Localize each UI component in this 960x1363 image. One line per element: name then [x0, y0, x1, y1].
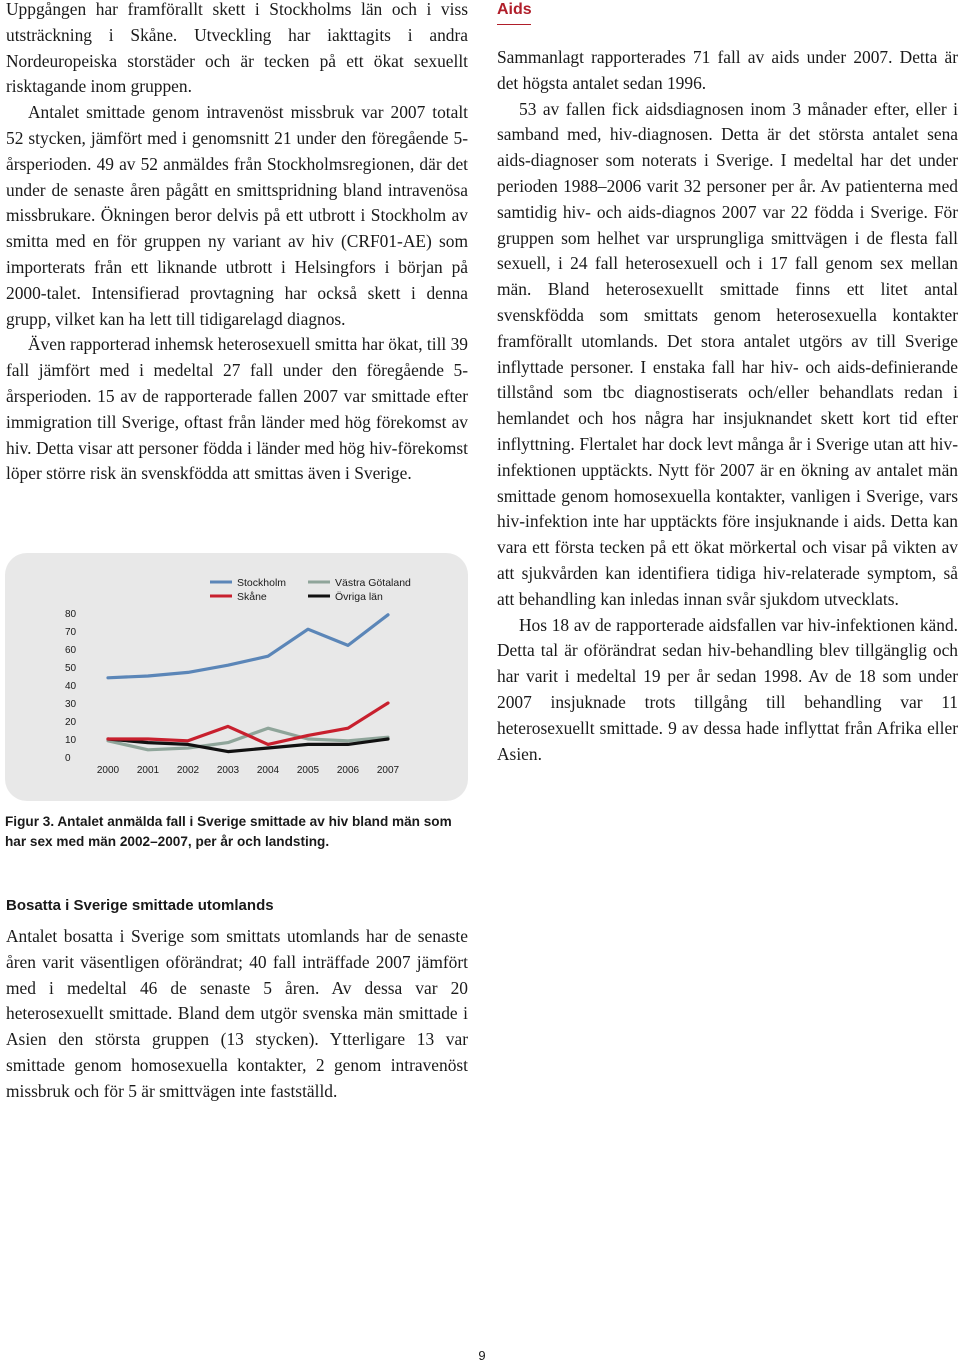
paragraph-aids-diagnosis: 53 av fallen fick aidsdiagnosen inom 3 månader efter, eller i samband med, hiv-diagnosen. Detta är det största antalet sena aids-diagnoser som noterats i Sverige. I medeltal har det under perioden 1988–2006 varit 32 personer per år. Av patienterna med samtidig hiv- och aids-diagnos 2007 var 22 födda i Sverige. För gruppen som helhet var ursprungliga smittvägen i de flesta fall sexuell, i 24 fall heterosexuell och i 17 fall genom sex mellan män. Bland heterosexuellt smittade finns ett litet antal svenskfödda som smittats genom heterosexuella kontakter framförallt utomlands. Det stora antalet utgörs av till Sverige inflyttade personer. I enstaka fall har hiv- och aids-definierande tillstånd som tbc diagnostiserats och/eller behandlats redan i hemlandet och hos några har insjuknandet skett kort tid efter inflyttning. Flertalet har dock levt många år i Sverige utan att hiv-infektionen upptäckts. Nytt för 2007 är en ökning av antalet män smittade genom homosexuella kontakter, vanligen i Sverige, vars hiv-infektion inte har upptäckts före insjuknande i aids. Detta kan vara ett första tecken på ett ökat mörkertal och visar på vikten av att sjukvården kan identifiera tidiga hiv-relaterade symptom, så att behandling kan inledas innan svår sjukdom utvecklats. [497, 98, 958, 609]
y-tick-label: 80 [65, 609, 77, 620]
x-tick-label: 2004 [256, 765, 280, 776]
y-tick-label: 10 [65, 735, 77, 746]
legend-label: Västra Götaland [335, 577, 411, 589]
series-line-stockholm [108, 615, 388, 678]
section-heading-aids: Aids [497, 1, 532, 18]
y-tick-label: 50 [65, 663, 77, 674]
y-tick-label: 60 [65, 645, 77, 656]
paragraph-aids-known-infection: Hos 18 av de rapporterade aidsfallen var hiv-infektionen känd. Detta tal är oförändrat sedan hiv-behandling blev tillgänglig och har varit i medeltal 19 per år sedan 1998. Av de 18 som under 2007 insjuknade trots tillgång till behandling var 11 heterosexuellt smittade. 9 av dessa hade inflyttat från Afrika eller Asien. [497, 614, 958, 764]
paragraph-heterosexuell-smitta: Även rapporterad inhemsk heterosexuell smitta har ökat, till 39 fall jämfört med i medeltal 27 fall under den föregående 5-årsperioden. 15 av de rapporterade fallen 2007 var smittade efter immigration till Sverige, oftast från länder med hög förekomst av hiv. Detta visar att personer födda i länder med hög hiv-förekomst löper större risk än svenskfödda att smittas även i Sverige. [6, 334, 468, 484]
page-number: 9 [478, 1348, 486, 1363]
y-tick-label: 0 [65, 753, 71, 764]
paragraph-intravenost-missbruk: Antalet smittade genom intravenöst missbruk var 2007 totalt 52 stycken, jämfört med i genomsnitt 21 under den föregående 5-årsperioden. 49 av 52 anmäldes från Stockholmsregionen, där det under de senaste åren pågått en smittspridning bland intravenösa missbrukare. Ökningen beror delvis på ett utbrott i Stockholm av smitta med en för gruppen ny variant av hiv (CRF01-AE) som importerats från ett liknande utbrott i Helsingfors i början på 2000-talet. Intensifierad provtagning har också skett i denna grupp, vilket kan ha lett till tidigarelagd diagnos. [6, 102, 468, 329]
right-text-column [497, 0, 958, 767]
left-text-column [6, 0, 468, 487]
paragraph-uppgangen: Uppgången har framförallt skett i Stockholms län och i viss utsträckning i Skåne. Utveckling har iakttagits i andra Nordeuropeiska storstäder och är tecken på ett ökat sexuellt risktagande inom gruppen. [6, 0, 468, 97]
paragraph-aids-total: Sammanlagt rapporterades 71 fall av aids under 2007. Detta är det högsta antalet sedan 1996. [497, 47, 958, 93]
x-tick-label: 2007 [376, 765, 400, 776]
y-axis [65, 609, 77, 764]
y-tick-label: 40 [65, 681, 77, 692]
x-tick-label: 2005 [296, 765, 320, 776]
line-chart [5, 553, 468, 801]
x-tick-label: 2001 [136, 765, 160, 776]
chart-series [108, 615, 388, 752]
heading-underline [497, 24, 531, 25]
x-tick-label: 2006 [336, 765, 360, 776]
chart-legend [210, 577, 411, 603]
x-tick-label: 2002 [176, 765, 200, 776]
legend-label: Skåne [237, 591, 267, 603]
figure-caption: Figur 3. Antalet anmälda fall i Sverige smittade av hiv bland män som har sex med män 2002–2007, per år och landsting. [5, 814, 452, 849]
x-axis [97, 765, 400, 776]
legend-label: Stockholm [237, 577, 287, 589]
y-tick-label: 70 [65, 627, 77, 638]
x-tick-label: 2000 [96, 765, 120, 776]
paragraph-bosatta: Antalet bosatta i Sverige som smittats utomlands har de senaste åren varit väsentligen oförändrat; 40 fall inträffade 2007 jämfört med i medeltal 46 de senaste 5 åren. Av dessa var 20 heterosexuellt smittade. Bland dem utgör svenska män smittade i Asien den största gruppen (13 stycken). Ytterligare 13 var smittade genom homosexuella kontakter, 2 genom intravenöst missbruk och för 5 är smittvägen inte fastställd. [6, 926, 468, 1101]
chart-panel [5, 553, 468, 801]
section-heading-bosatta: Bosatta i Sverige smittade utomlands [6, 897, 274, 914]
legend-label: Övriga län [335, 591, 383, 603]
y-tick-label: 20 [65, 717, 77, 728]
y-tick-label: 30 [65, 699, 77, 710]
x-tick-label: 2003 [216, 765, 240, 776]
section-bosatta [6, 896, 468, 1105]
series-line-skåne [108, 703, 388, 744]
